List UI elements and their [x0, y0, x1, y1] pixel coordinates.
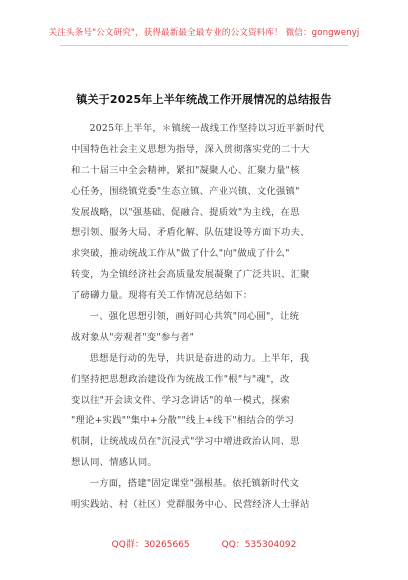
body-line: 发展战略，以"强基础、促融合、提质效"为主线，在思 — [71, 206, 300, 218]
section-heading-line: 战对象从"旁观者"变"参与者" — [71, 331, 195, 343]
body-line: 中国特色社会主义思想为指导，深入贯彻落实党的二十大 — [71, 143, 310, 155]
body-line: 了磅礴力量。现将有关工作情况总结如下： — [71, 290, 253, 302]
body-line: 和二十届三中全会精神，紧扣"凝聚人心、汇聚力量"核 — [71, 164, 300, 176]
body-line: 想引领、服务大局、矛盾化解、队伍建设等方面下功夫、 — [71, 227, 310, 239]
header-divider — [60, 45, 348, 46]
section-heading-line: 一、强化思想引领，画好同心共筑"同心圆"，让统 — [89, 311, 300, 323]
body-line: 机制，让统战成员在"沉浸式"学习中增进政治认同、思 — [71, 436, 300, 448]
body-line: 转变，为全镇经济社会高质量发展凝聚了广泛共识、汇聚 — [71, 269, 310, 281]
footer-contact — [0, 537, 408, 550]
document-body — [71, 119, 351, 516]
footer-qq-group: QQ群：30265665 — [111, 540, 190, 550]
body-line: 一方面，搭建"固定课堂"强根基。依托镇新时代文 — [89, 478, 300, 490]
body-line: 变以往"开会读文件、学习念讲话"的单一模式，探索 — [71, 394, 291, 406]
body-line: 想认同、情感认同。 — [71, 457, 157, 469]
footer-qq-number: QQ：535304092 — [221, 540, 297, 550]
body-line: 们坚持把思想政治建设作为统战工作"根"与"魂"，改 — [71, 373, 290, 385]
body-line: 心任务，围绕镇党委"生态立镇、产业兴镇、文化强镇" — [71, 185, 300, 197]
body-line: 明实践站、村（社区）党群服务中心、民营经济人士驿站 — [71, 499, 310, 511]
body-line: 2025年上半年，＊镇统一战线工作坚持以习近平新时代 — [89, 123, 325, 134]
body-line: 思想是行动的先导，共识是奋进的动力。上半年，我 — [89, 352, 310, 364]
header-banner: 关注头条号"公文研究"，获得最新最全最专业的公文资料库！ 微信：gongwenyj — [48, 28, 360, 38]
body-line: "理论+实践""集中+分散""线上+线下"相结合的学习 — [71, 415, 295, 427]
document-title: 镇关于2025年上半年统战工作开展情况的总结报告 — [76, 93, 332, 106]
body-line: 求突破，推动统战工作从"做了什么"向"做成了什么" — [71, 248, 290, 260]
